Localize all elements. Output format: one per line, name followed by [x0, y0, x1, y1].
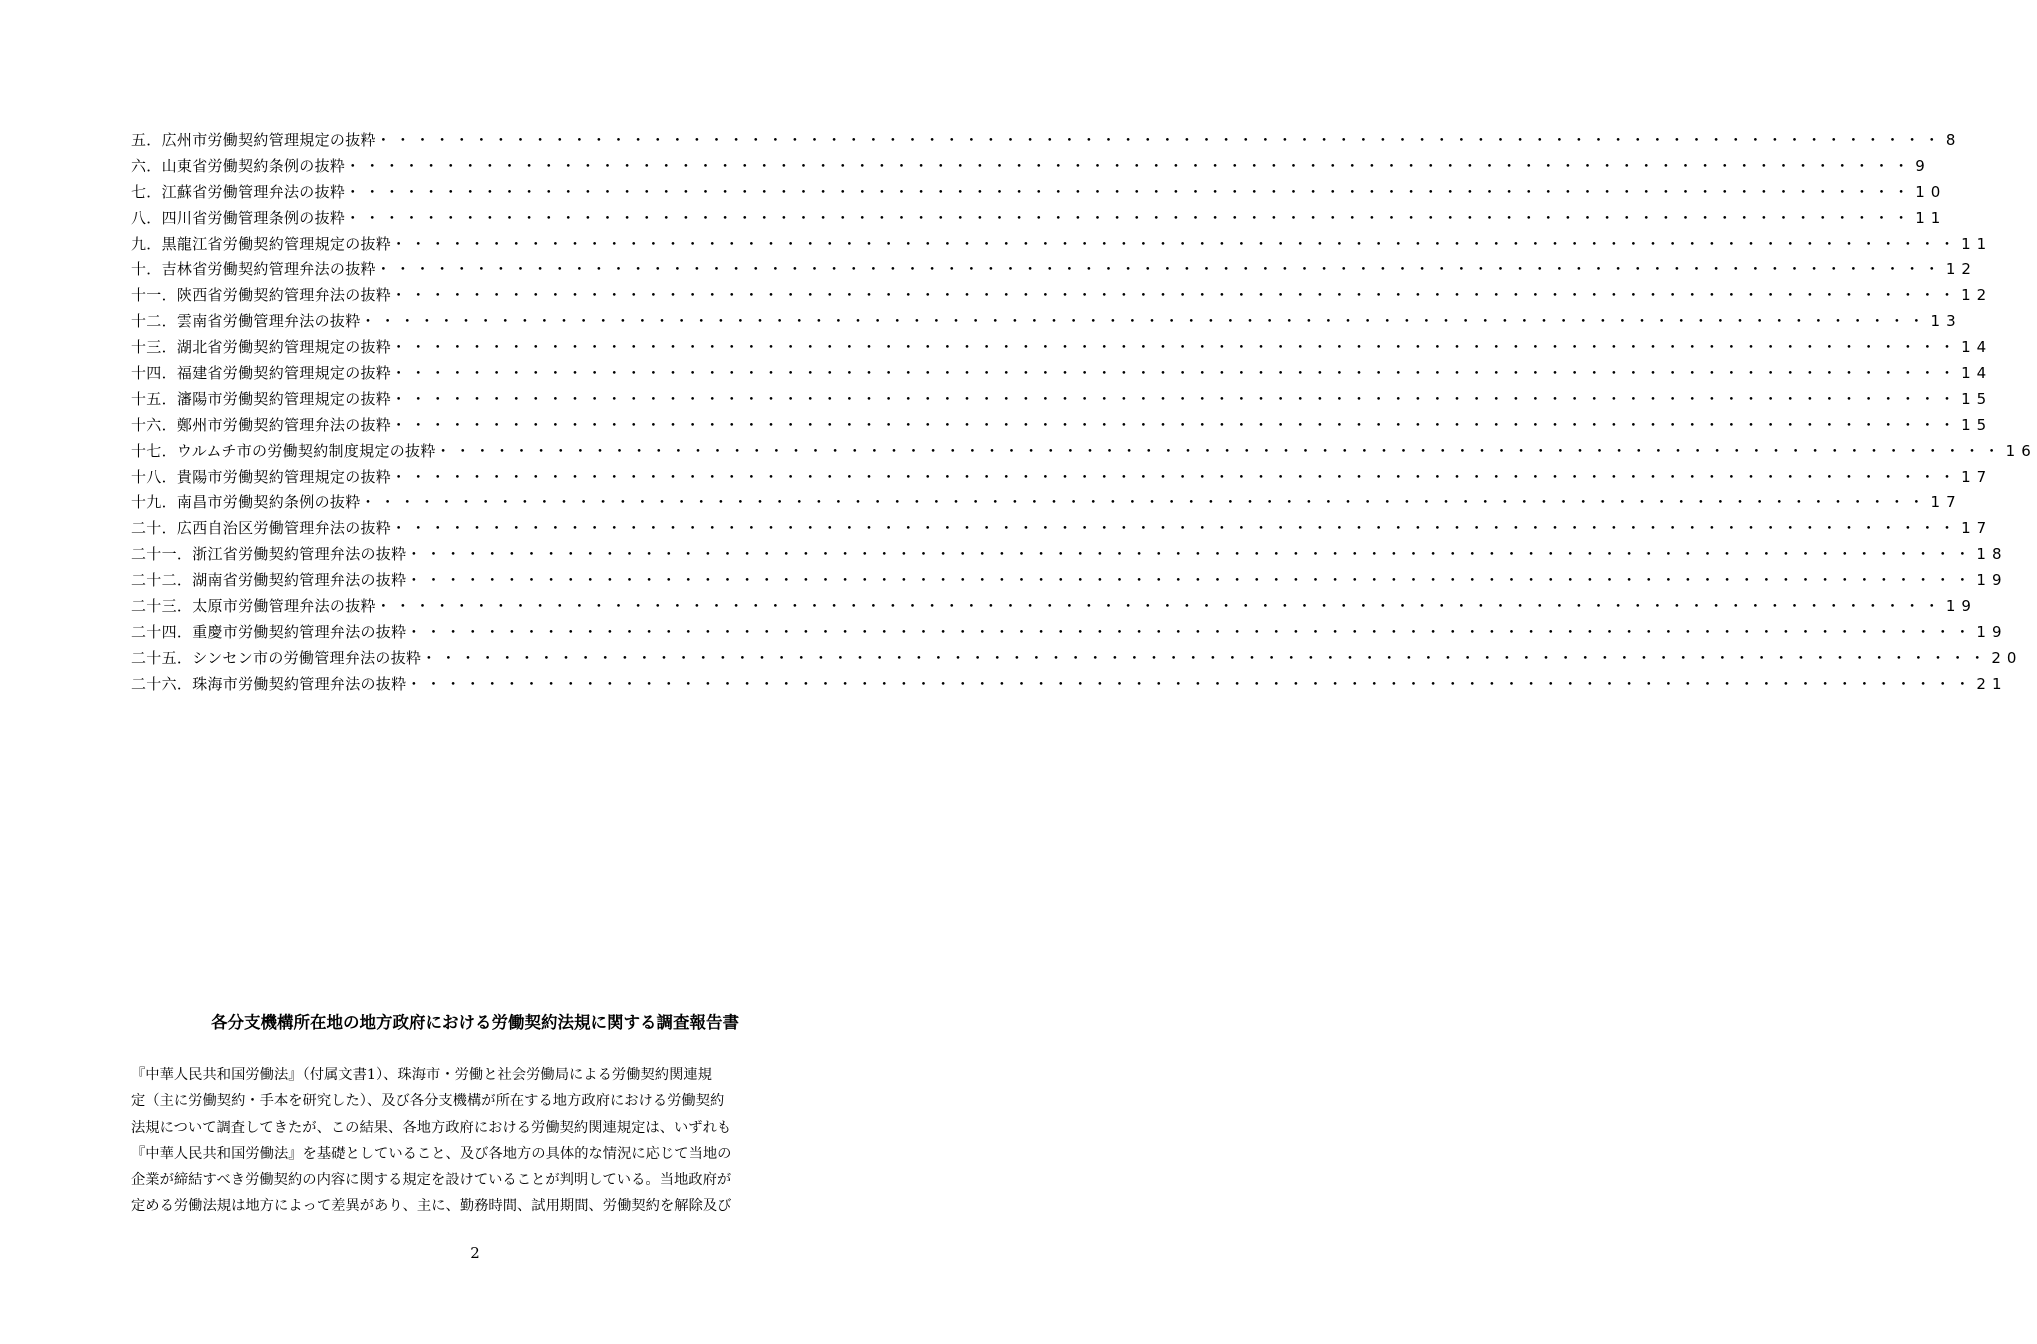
toc-entry-label: 十．吉林省労働契約管理弁法の抜粋	[131, 260, 376, 279]
toc-dot-leader: ・・・・・・・・・・・・・・・・・・・・・・・・・・・・・・・・・・・・・・・・・・・・・・・・・・・・・・・・・・・・・・・・・・・・・・・・・・・・・・・・	[391, 467, 1960, 486]
toc-dot-leader: ・・・・・・・・・・・・・・・・・・・・・・・・・・・・・・・・・・・・・・・・・・・・・・・・・・・・・・・・・・・・・・・・・・・・・・・・・・・・・・・・	[391, 364, 1960, 383]
toc-entry-label: 十九．南昌市労働契約条例の抜粋	[131, 493, 361, 512]
toc-entry-page: 12	[1961, 286, 1993, 305]
page-number: 2	[470, 1244, 480, 1262]
toc-entry-label: 九．黒龍江省労働契約管理規定の抜粋	[131, 234, 392, 253]
toc-dot-leader: ・・・・・・・・・・・・・・・・・・・・・・・・・・・・・・・・・・・・・・・・・・・・・・・・・・・・・・・・・・・・・・・・・・・・・・・・・・・・・・・・	[391, 415, 1960, 434]
toc-entry-label: 二十四．重慶市労働契約管理弁法の抜粋	[131, 622, 407, 641]
toc-entry[interactable]	[131, 361, 1993, 387]
toc-entry-page: 19	[1976, 571, 2008, 590]
toc-entry[interactable]	[131, 439, 2037, 465]
toc-entry-label: 十八．貴陽市労働契約管理規定の抜粋	[131, 467, 392, 486]
toc-dot-leader: ・・・・・・・・・・・・・・・・・・・・・・・・・・・・・・・・・・・・・・・・・・・・・・・・・・・・・・・・・・・・・・・・・・・・・・・・・・・・・・・・	[375, 597, 1944, 616]
toc-entry-label: 二十．広西自治区労働管理弁法の抜粋	[131, 519, 392, 538]
toc-entry[interactable]	[131, 516, 1993, 542]
toc-entry-label: 二十五．シンセン市の労働管理弁法の抜粋	[131, 648, 422, 667]
toc-entry-page: 17	[1961, 519, 1993, 538]
toc-entry-page: 19	[1945, 597, 1977, 616]
toc-entry[interactable]	[131, 180, 1947, 206]
toc-dot-leader: ・・・・・・・・・・・・・・・・・・・・・・・・・・・・・・・・・・・・・・・・・・・・・・・・・・・・・・・・・・・・・・・・・・・・・・・・・・・・・・・・	[406, 622, 1975, 641]
toc-entry[interactable]	[131, 646, 2023, 672]
toc-entry-page: 12	[1945, 260, 1977, 279]
toc-entry-page: 15	[1961, 389, 1993, 408]
toc-dot-leader: ・・・・・・・・・・・・・・・・・・・・・・・・・・・・・・・・・・・・・・・・・・・・・・・・・・・・・・・・・・・・・・・・・・・・・・・・・・・・・・・・	[435, 441, 2004, 460]
toc-dot-leader: ・・・・・・・・・・・・・・・・・・・・・・・・・・・・・・・・・・・・・・・・・・・・・・・・・・・・・・・・・・・・・・・・・・・・・・・・・・・・・・・・	[391, 234, 1960, 253]
toc-entry-label: 二十二．湖南省労働契約管理弁法の抜粋	[131, 571, 407, 590]
toc-dot-leader: ・・・・・・・・・・・・・・・・・・・・・・・・・・・・・・・・・・・・・・・・・・・・・・・・・・・・・・・・・・・・・・・・・・・・・・・・・・・・・・・・	[375, 131, 1944, 149]
toc-entry-page: 17	[1930, 493, 1962, 512]
toc-entry[interactable]	[131, 387, 1993, 413]
paragraph-line: 定める労働法規は地方によって差異があり、主に、勤務時間、試用期間、労働契約を解除及び	[131, 1198, 732, 1215]
toc-entry[interactable]	[131, 490, 1962, 516]
toc-entry[interactable]	[131, 672, 2008, 698]
toc-entry[interactable]	[131, 206, 1947, 232]
toc-entry-page: 16	[2005, 441, 2037, 460]
toc-entry-label: 二十三．太原市労働管理弁法の抜粋	[131, 597, 376, 616]
toc-entry-label: 十六．鄭州市労働契約管理弁法の抜粋	[131, 415, 392, 434]
table-of-contents	[131, 128, 2037, 698]
paragraph-line: 定（主に労働契約・手本を研究した）、及び各分支機構が所在する地方政府における労働契約	[131, 1093, 725, 1110]
toc-dot-leader: ・・・・・・・・・・・・・・・・・・・・・・・・・・・・・・・・・・・・・・・・・・・・・・・・・・・・・・・・・・・・・・・・・・・・・・・・・・・・・・・・	[391, 519, 1960, 538]
toc-entry-page: 8	[1945, 131, 1962, 149]
toc-entry-page: 11	[1961, 234, 1993, 253]
toc-entry-label: 八．四川省労働管理条例の抜粋	[131, 208, 346, 227]
toc-entry[interactable]	[131, 413, 1993, 439]
toc-entry[interactable]	[131, 232, 1993, 258]
paragraph-line: 『中華人民共和国労働法』を基礎としていること、及び各地方の具体的な情況に応じて当地の	[131, 1145, 732, 1162]
toc-dot-leader: ・・・・・・・・・・・・・・・・・・・・・・・・・・・・・・・・・・・・・・・・・・・・・・・・・・・・・・・・・・・・・・・・・・・・・・・・・・・・・・・・	[345, 182, 1914, 201]
toc-entry[interactable]	[131, 309, 1962, 335]
toc-dot-leader: ・・・・・・・・・・・・・・・・・・・・・・・・・・・・・・・・・・・・・・・・・・・・・・・・・・・・・・・・・・・・・・・・・・・・・・・・・・・・・・・・	[345, 156, 1914, 175]
report-title: 各分支機構所在地の地方政府における労働契約法規に関する調査報告書	[211, 1013, 739, 1032]
paragraph-line: 企業が締結すべき労働契約の内容に関する規定を設けていることが判明している。当地政府が	[131, 1172, 732, 1189]
toc-entry-label: 十七．ウルムチ市の労働契約制度規定の抜粋	[131, 441, 436, 460]
toc-entry-page: 20	[1991, 648, 2023, 667]
toc-entry[interactable]	[131, 257, 1977, 283]
paragraph-line: 『中華人民共和国労働法』（付属文書1）、珠海市・労働と社会労働局による労働契約関連規	[131, 1067, 712, 1083]
toc-dot-leader: ・・・・・・・・・・・・・・・・・・・・・・・・・・・・・・・・・・・・・・・・・・・・・・・・・・・・・・・・・・・・・・・・・・・・・・・・・・・・・・・・	[406, 545, 1975, 564]
toc-entry[interactable]	[131, 283, 1993, 309]
toc-entry-page: 18	[1976, 545, 2008, 564]
toc-entry[interactable]	[131, 154, 1931, 180]
toc-entry-page: 14	[1961, 338, 1993, 357]
toc-entry-page: 10	[1915, 182, 1947, 201]
toc-entry-page: 14	[1961, 364, 1993, 383]
toc-dot-leader: ・・・・・・・・・・・・・・・・・・・・・・・・・・・・・・・・・・・・・・・・・・・・・・・・・・・・・・・・・・・・・・・・・・・・・・・・・・・・・・・・	[391, 338, 1960, 357]
toc-entry-label: 十五．瀋陽市労働契約管理規定の抜粋	[131, 389, 392, 408]
toc-entry-label: 五．広州市労働契約管理規定の抜粋	[131, 131, 376, 149]
toc-entry[interactable]	[131, 568, 2008, 594]
toc-dot-leader: ・・・・・・・・・・・・・・・・・・・・・・・・・・・・・・・・・・・・・・・・・・・・・・・・・・・・・・・・・・・・・・・・・・・・・・・・・・・・・・・・	[406, 571, 1975, 590]
toc-entry-label: 十四．福建省労働契約管理規定の抜粋	[131, 364, 392, 383]
toc-entry-page: 11	[1915, 208, 1947, 227]
toc-entry-label: 十二．雲南省労働管理弁法の抜粋	[131, 312, 361, 331]
toc-dot-leader: ・・・・・・・・・・・・・・・・・・・・・・・・・・・・・・・・・・・・・・・・・・・・・・・・・・・・・・・・・・・・・・・・・・・・・・・・・・・・・・・・	[360, 493, 1929, 512]
toc-entry-label: 六．山東省労働契約条例の抜粋	[131, 156, 346, 175]
toc-entry-page: 9	[1915, 156, 1931, 175]
toc-entry-page: 13	[1930, 312, 1962, 331]
toc-dot-leader: ・・・・・・・・・・・・・・・・・・・・・・・・・・・・・・・・・・・・・・・・・・・・・・・・・・・・・・・・・・・・・・・・・・・・・・・・・・・・・・・・	[421, 648, 1990, 667]
toc-entry-label: 二十六．珠海市労働契約管理弁法の抜粋	[131, 674, 407, 693]
toc-entry-page: 19	[1976, 622, 2008, 641]
toc-entry[interactable]	[131, 128, 1962, 154]
toc-entry[interactable]	[131, 465, 1993, 491]
toc-entry-label: 七．江蘇省労働管理弁法の抜粋	[131, 182, 346, 201]
paragraph-line: 法規について調査してきたが、この結果、各地方政府における労働契約関連規定は、いずれも	[131, 1119, 732, 1136]
toc-dot-leader: ・・・・・・・・・・・・・・・・・・・・・・・・・・・・・・・・・・・・・・・・・・・・・・・・・・・・・・・・・・・・・・・・・・・・・・・・・・・・・・・・	[360, 312, 1929, 331]
toc-entry[interactable]	[131, 542, 2008, 568]
toc-entry-page: 17	[1961, 467, 1993, 486]
toc-entry-label: 十一．陝西省労働契約管理弁法の抜粋	[131, 286, 392, 305]
toc-dot-leader: ・・・・・・・・・・・・・・・・・・・・・・・・・・・・・・・・・・・・・・・・・・・・・・・・・・・・・・・・・・・・・・・・・・・・・・・・・・・・・・・・	[345, 208, 1914, 227]
toc-dot-leader: ・・・・・・・・・・・・・・・・・・・・・・・・・・・・・・・・・・・・・・・・・・・・・・・・・・・・・・・・・・・・・・・・・・・・・・・・・・・・・・・・	[391, 286, 1960, 305]
toc-dot-leader: ・・・・・・・・・・・・・・・・・・・・・・・・・・・・・・・・・・・・・・・・・・・・・・・・・・・・・・・・・・・・・・・・・・・・・・・・・・・・・・・・	[375, 260, 1944, 279]
toc-dot-leader: ・・・・・・・・・・・・・・・・・・・・・・・・・・・・・・・・・・・・・・・・・・・・・・・・・・・・・・・・・・・・・・・・・・・・・・・・・・・・・・・・	[391, 389, 1960, 408]
toc-dot-leader: ・・・・・・・・・・・・・・・・・・・・・・・・・・・・・・・・・・・・・・・・・・・・・・・・・・・・・・・・・・・・・・・・・・・・・・・・・・・・・・・・	[406, 674, 1975, 693]
toc-entry[interactable]	[131, 620, 2008, 646]
toc-entry-label: 二十一．浙江省労働契約管理弁法の抜粋	[131, 545, 407, 564]
toc-entry-page: 15	[1961, 415, 1993, 434]
report-intro-paragraph	[131, 1062, 831, 1220]
toc-entry[interactable]	[131, 335, 1993, 361]
toc-entry-label: 十三．湖北省労働契約管理規定の抜粋	[131, 338, 392, 357]
toc-entry[interactable]	[131, 594, 1977, 620]
toc-entry-page: 21	[1976, 674, 2008, 693]
